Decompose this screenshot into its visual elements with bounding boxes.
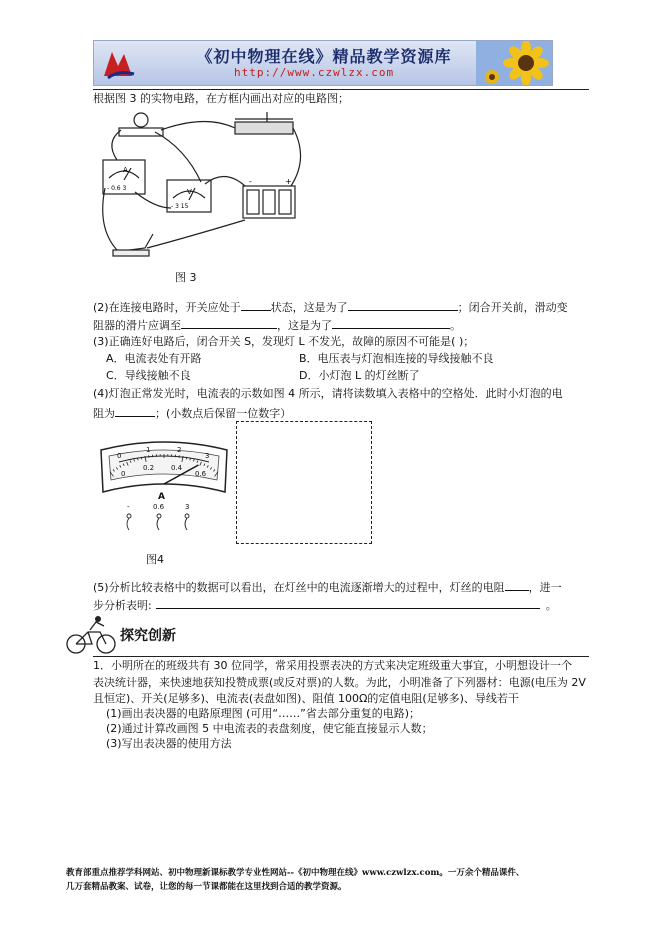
explore-q1-line3: 且恒定)、开关(足够多)、电流表(表盘如图)、阻值 100Ω的定值电阻(足够多)、导线若干 bbox=[93, 692, 519, 705]
option-c: C．导线接触不良 bbox=[106, 369, 191, 382]
explore-title: 探究创新 bbox=[120, 628, 176, 644]
part2-text-b: 状态，这是为了 bbox=[270, 301, 348, 314]
explore-rule bbox=[93, 656, 589, 657]
banner-title: 《初中物理在线》精品教学资源库 bbox=[196, 47, 452, 66]
part2-line1 bbox=[93, 299, 568, 315]
logo-icon bbox=[98, 44, 138, 84]
sunflower-icon bbox=[476, 41, 553, 86]
voltmeter-letter: V bbox=[187, 188, 192, 196]
terminal-3: 3 bbox=[185, 503, 190, 511]
voltmeter-terminals: - 3 15 bbox=[171, 203, 189, 210]
banner-url[interactable]: http://www.czwlzx.com bbox=[234, 66, 395, 79]
meter-letter: A bbox=[158, 492, 165, 502]
lower-scale-0: 0 bbox=[121, 470, 126, 478]
explore-sub3: (3)写出表决器的使用方法 bbox=[106, 737, 232, 750]
part2-line2 bbox=[93, 317, 461, 333]
upper-scale-2: 2 bbox=[177, 446, 182, 454]
part2-text-f: 。 bbox=[450, 319, 461, 332]
header-rule bbox=[93, 89, 589, 90]
figure3-circuit bbox=[95, 108, 315, 266]
explore-q1-line2: 表决统计器，来快速地获知投赞成票(或反对票)的人数。为此，小明准备了下列器材：电源(电压为 2V bbox=[93, 676, 586, 689]
battery-minus: - bbox=[249, 177, 252, 186]
part4-line2 bbox=[93, 405, 291, 421]
explore-q1-line1: 1．小明所在的班级共有 30 位同学，常采用投票表决的方式来决定班级重大事宜，小明想设计一个 bbox=[93, 659, 572, 672]
footer-line2: 几万套精品教案、试卷，让您的每一节课都能在这里找到合适的教学资源。 bbox=[66, 882, 347, 892]
part5-blank-trend bbox=[505, 579, 529, 591]
part5-text-d: 。 bbox=[545, 599, 557, 612]
part2-blank-slider-position bbox=[181, 317, 277, 329]
explore-sub1: (1)画出表决器的电路原理图 (可用“……”省去部分重复的电路)； bbox=[106, 707, 421, 720]
part2-text-a: (2)在连接电路时，开关应处于 bbox=[93, 301, 241, 314]
part5-line1 bbox=[93, 579, 562, 595]
terminal-minus: - bbox=[127, 503, 130, 511]
upper-scale-0: 0 bbox=[117, 452, 122, 460]
part2-blank-reason2 bbox=[332, 317, 450, 329]
ammeter-terminals: - 0.6 3 bbox=[107, 185, 127, 192]
figure4-caption: 图4 bbox=[146, 553, 164, 566]
option-a: A．电流表处有开路 bbox=[106, 352, 202, 365]
part2-text-d: 阻器的滑片应调至 bbox=[93, 319, 181, 332]
explore-sub2: (2)通过计算改画图 5 中电流表的表盘刻度，使它能直接显示人数； bbox=[106, 722, 433, 735]
part5-text-b: ，进一 bbox=[528, 581, 562, 594]
part2-blank-switch-state bbox=[241, 299, 271, 311]
part4-blank-resistance bbox=[115, 405, 155, 417]
part3-stem: (3)正确连好电路后，闭合开关 S，发现灯 L 不发光，故障的原因不可能是( )； bbox=[93, 335, 475, 348]
part5-text-a: (5)分析比较表格中的数据可以看出，在灯丝中的电流逐渐增大的过程中，灯丝的电阻 bbox=[93, 581, 505, 594]
part2-blank-reason1 bbox=[348, 299, 458, 311]
option-d: D．小灯泡 L 的灯丝断了 bbox=[299, 369, 420, 382]
q1-intro: 根据图 3 的实物电路，在方框内画出对应的电路图； bbox=[93, 92, 349, 105]
ammeter-letter: A bbox=[123, 166, 128, 174]
part4-line1: (4)灯泡正常发光时，电流表的示数如图 4 所示，请将读数填入表格中的空格处．此时小灯泡的电 bbox=[93, 387, 563, 400]
answer-table-box bbox=[236, 421, 372, 544]
figure3-caption: 图 3 bbox=[175, 271, 197, 284]
header-banner bbox=[93, 40, 553, 86]
part2-text-c: ；闭合开关前，滑动变 bbox=[457, 301, 568, 314]
part4-text-b: ；(小数点后保留一位数字） bbox=[155, 407, 292, 420]
lower-scale-1: 0.2 bbox=[143, 464, 155, 472]
cyclist-icon bbox=[64, 614, 120, 656]
part4-text-a: 阻为 bbox=[93, 407, 115, 420]
part5-text-c: 步分析表明: bbox=[93, 599, 152, 612]
lower-scale-2: 0.4 bbox=[171, 464, 183, 472]
part2-text-e: ，这是为了 bbox=[277, 319, 332, 332]
upper-scale-1: 1 bbox=[146, 446, 151, 454]
part5-blank-conclusion bbox=[156, 597, 540, 609]
lower-scale-3: 0.6 bbox=[195, 470, 207, 478]
part5-line2 bbox=[93, 597, 557, 613]
terminal-0-6: 0.6 bbox=[153, 503, 165, 511]
figure4-ammeter bbox=[97, 436, 231, 534]
upper-scale-3: 3 bbox=[205, 452, 210, 460]
footer-line1: 教育部重点推荐学科网站、初中物理新课标教学专业性网站--《初中物理在线》www.czwlzx.com。一万余个精品课件、 bbox=[66, 868, 525, 878]
option-b: B．电压表与灯泡相连接的导线接触不良 bbox=[299, 352, 494, 365]
battery-plus: + bbox=[285, 177, 292, 186]
